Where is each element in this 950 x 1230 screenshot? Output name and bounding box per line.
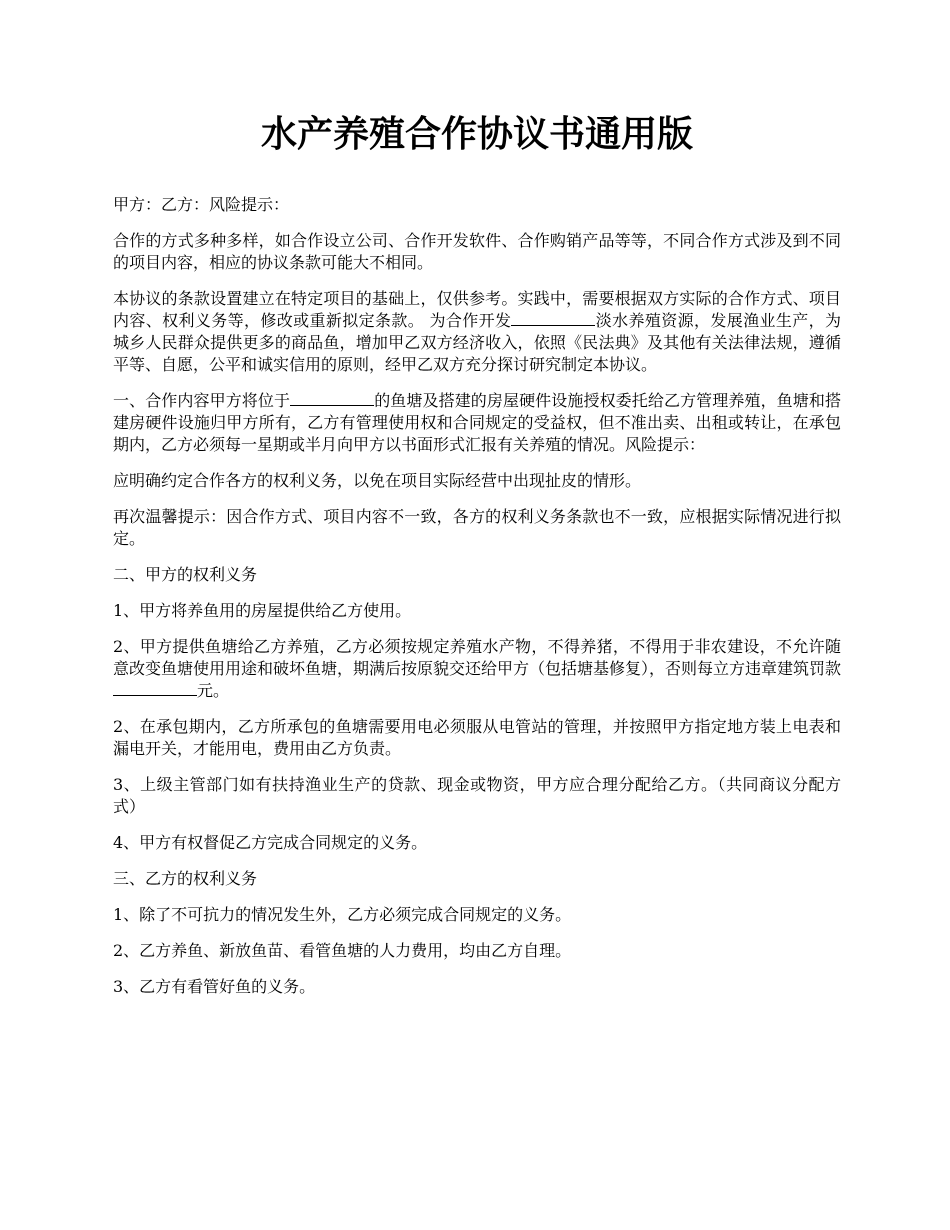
party-b-item-3: 3、乙方有看管好鱼的义务。 [113, 977, 316, 996]
reminder-paragraph: 再次温馨提示：因合作方式、项目内容不一致，各方的权利义务条款也不一致，应根据实际情况进行拟定。 [113, 507, 841, 548]
preamble-text-end: 淡水养殖资源，发展渔业生产，为城乡人民群众提供更多的商品鱼，增加甲乙双方经济收入，依照《民法典》及其他有关法律法规，遵循平等、自愿，公平和诚实信用的原则，经甲乙双方充分探讨研究制定本协议。 [113, 311, 841, 374]
party-b-item-1: 1、除了不可抗力的情况发生外，乙方必须完成合同规定的义务。 [113, 905, 572, 924]
section-1-text-end: 的鱼塘及搭建的房屋硬件设施授权委托给乙方管理养殖，鱼塘和搭建房硬件设施归甲方所有，乙方有管理使用权和合同规定的受益权，但不准出卖、出租或转让，在承包期内，乙方必须每一星期或半月向甲方以书面形式汇报有关养殖的情况。风险提示： [113, 391, 841, 454]
preamble-paragraph [113, 288, 841, 376]
party-a-item-2-text-start: 2、甲方提供鱼塘给乙方养殖，乙方必须按规定养殖水产物，不得养猪，不得用于非农建设，不允许随意改变鱼塘使用用途和破坏鱼塘，期满后按原貌交还给甲方（包括塘基修复），否则每立方违章建筑罚款 [113, 637, 842, 678]
blank-line-project [511, 310, 595, 326]
section-3-heading: 三、乙方的权利义务 [113, 869, 258, 888]
section-2-heading: 二、甲方的权利义务 [113, 565, 258, 584]
party-a-item-2 [113, 636, 841, 702]
section-1-cooperation-content [113, 390, 841, 456]
parties-line: 甲方：乙方：风险提示： [113, 195, 290, 214]
section-1-text-start: 一、合作内容甲方将位于 [113, 391, 291, 410]
document-title: 水产养殖合作协议书通用版 [260, 113, 693, 155]
document-page [113, 110, 841, 1012]
risk-note-cooperation-modes: 合作的方式多种多样，如合作设立公司、合作开发软件、合作购销产品等等，不同合作方式涉及到不同的项目内容，相应的协议条款可能大不相同。 [113, 231, 841, 272]
risk-note-rights-obligations: 应明确约定合作各方的权利义务，以免在项目实际经营中出现扯皮的情形。 [113, 471, 642, 490]
party-a-item-2b: 2、在承包期内，乙方所承包的鱼塘需要用电必须服从电管站的管理，并按照甲方指定地方装上电表和漏电开关，才能用电，费用由乙方负责。 [113, 717, 841, 758]
blank-line-location [290, 390, 374, 406]
preamble-text-start: 本协议的条款设置建立在特定项目的基础上，仅供参考。实践中，需要根据双方实际的合作方式、项目内容、权利义务等，修改或重新拟定条款。 为合作开发 [113, 289, 841, 330]
party-a-item-4: 4、甲方有权督促乙方完成合同规定的义务。 [113, 833, 428, 852]
party-b-item-2: 2、乙方养鱼、新放鱼苗、看管鱼塘的人力费用，均由乙方自理。 [113, 941, 572, 960]
party-a-item-3: 3、上级主管部门如有扶持渔业生产的贷款、现金或物资，甲方应合理分配给乙方。（共同商议分配方式） [113, 775, 841, 816]
party-a-item-2-text-end: 元。 [197, 681, 230, 700]
blank-line-fine-amount [113, 680, 197, 696]
party-a-item-1: 1、甲方将养鱼用的房屋提供给乙方使用。 [113, 601, 412, 620]
